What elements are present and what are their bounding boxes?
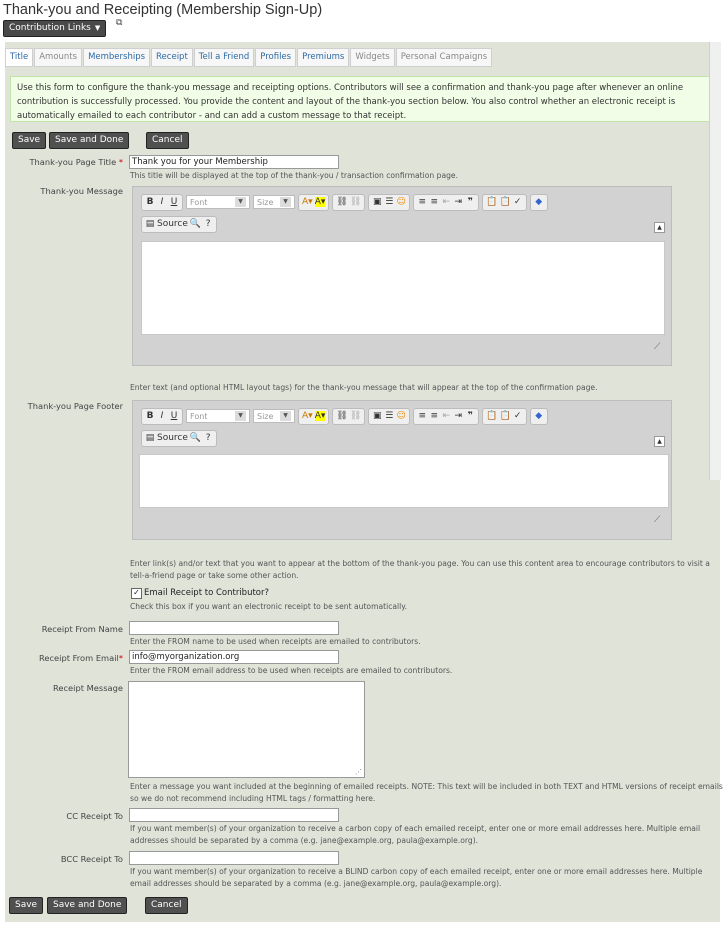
chevron-down-icon: ▼ bbox=[94, 24, 101, 32]
bold-icon[interactable]: B bbox=[146, 197, 154, 207]
blockquote-icon[interactable]: ❞ bbox=[467, 197, 473, 207]
smiley-icon[interactable]: ☺ bbox=[396, 197, 406, 207]
paste-word-icon[interactable]: 📋 bbox=[499, 411, 511, 421]
toolbar-list-group bbox=[413, 194, 479, 211]
email-receipt-checkbox[interactable]: ✓ bbox=[131, 588, 142, 599]
thankyou-message-textarea[interactable] bbox=[141, 241, 665, 335]
save-and-done-button[interactable]: Save and Done bbox=[49, 132, 129, 149]
size-select[interactable]: Size ▼ bbox=[253, 409, 295, 423]
receipt-message-desc: Enter a message you want included at the beginning of emailed receipts. NOTE: This text will be included in both TEXT and HTML versions of receipt emails so we do not recommend including HTML tags / formatting here. bbox=[130, 782, 723, 803]
source-icon: ▤ bbox=[145, 433, 155, 443]
bcc-input[interactable] bbox=[129, 851, 339, 865]
cancel-button[interactable]: Cancel bbox=[146, 132, 189, 149]
paste-word-icon[interactable]: 📋 bbox=[499, 197, 511, 207]
chevron-down-icon: ▼ bbox=[280, 411, 291, 421]
source-button[interactable]: Source bbox=[157, 433, 188, 443]
help-icon[interactable]: ? bbox=[205, 433, 211, 443]
image-icon[interactable]: ▣ bbox=[372, 411, 382, 421]
help-icon[interactable]: ? bbox=[205, 219, 211, 229]
text-color-icon[interactable]: A▾ bbox=[302, 197, 313, 207]
footer-textarea[interactable] bbox=[139, 454, 669, 508]
thankyou-message-desc: Enter text (and optional HTML layout tags) for the thank-you message that will appear at the top of the confirmation page. bbox=[130, 383, 598, 392]
font-select[interactable]: Font ▼ bbox=[186, 409, 250, 423]
paste-text-icon[interactable]: 📋 bbox=[486, 411, 498, 421]
bcc-desc: If you want member(s) of your organization to receive a BLIND carbon copy of each emailed receipt, enter one or more email addresses here. Multiple email addresses should be separated by a comma (e.g. jane@example.org, paula@example.org). bbox=[130, 867, 703, 888]
email-receipt-desc: Check this box if you want an electronic receipt to be sent automatically. bbox=[130, 602, 408, 611]
background-color-icon[interactable]: A▾ bbox=[314, 197, 326, 207]
indent-icon[interactable]: ⇥ bbox=[454, 411, 463, 421]
bcc-label: BCC Receipt To bbox=[60, 854, 123, 864]
outdent-icon[interactable]: ⇤ bbox=[442, 411, 451, 421]
preview-icon[interactable]: 🔍 bbox=[189, 433, 202, 443]
numbered-list-icon[interactable]: ≡ bbox=[418, 197, 427, 207]
smiley-icon[interactable]: ☺ bbox=[396, 411, 406, 421]
underline-icon[interactable]: U bbox=[170, 197, 178, 207]
tab-amounts[interactable]: Amounts bbox=[34, 48, 82, 67]
tab-tell-a-friend[interactable]: Tell a Friend bbox=[194, 48, 254, 67]
cc-input[interactable] bbox=[129, 808, 339, 822]
eraser-icon[interactable]: ◆ bbox=[535, 197, 543, 207]
scrollbar[interactable] bbox=[709, 42, 721, 480]
tab-personal-campaigns[interactable]: Personal Campaigns bbox=[396, 48, 492, 67]
bold-icon[interactable]: B bbox=[146, 411, 154, 421]
receipt-from-email-label: Receipt From Email* bbox=[39, 653, 123, 663]
editor-toolbar-row2 bbox=[141, 430, 217, 446]
cancel-button-bottom[interactable]: Cancel bbox=[145, 897, 188, 914]
unlink-icon[interactable]: ⛓ bbox=[349, 197, 362, 207]
outdent-icon[interactable]: ⇤ bbox=[442, 197, 451, 207]
horizontal-rule-icon[interactable]: ☰ bbox=[385, 411, 394, 421]
tab-memberships[interactable]: Memberships bbox=[83, 48, 150, 67]
collapse-toolbar-icon[interactable]: ▲ bbox=[654, 436, 665, 447]
cc-label: CC Receipt To bbox=[66, 811, 123, 821]
toolbar-insert-group bbox=[368, 194, 410, 211]
page-title: Thank-you and Receipting (Membership Sign-Up) bbox=[3, 2, 323, 18]
required-marker: * bbox=[118, 157, 123, 167]
page-icon[interactable]: ⧉ bbox=[116, 18, 123, 28]
editor-toolbar-row2 bbox=[141, 216, 217, 232]
collapse-toolbar-icon[interactable]: ▲ bbox=[654, 222, 665, 233]
tab-receipt[interactable]: Receipt bbox=[151, 48, 193, 67]
toolbar-format-group bbox=[141, 194, 183, 211]
numbered-list-icon[interactable]: ≡ bbox=[418, 411, 427, 421]
thankyou-title-input[interactable]: Thank you for your Membership bbox=[129, 155, 339, 169]
image-icon[interactable]: ▣ bbox=[372, 197, 382, 207]
link-icon[interactable]: ⛓ bbox=[336, 197, 348, 207]
required-marker: * bbox=[118, 653, 123, 663]
paste-text-icon[interactable]: 📋 bbox=[486, 197, 498, 207]
toolbar-link-group bbox=[332, 408, 365, 425]
link-icon[interactable]: ⛓ bbox=[336, 411, 348, 421]
tab-profiles[interactable]: Profiles bbox=[255, 48, 296, 67]
toolbar-paste-group bbox=[482, 408, 526, 425]
indent-icon[interactable]: ⇥ bbox=[454, 197, 463, 207]
contribution-links-button[interactable] bbox=[3, 20, 106, 37]
toolbar-color-group bbox=[298, 194, 329, 211]
save-button[interactable]: Save bbox=[12, 132, 46, 149]
toolbar-format-group bbox=[141, 408, 183, 425]
receipt-from-name-desc: Enter the FROM name to be used when receipts are emailed to contributors. bbox=[130, 637, 421, 646]
chevron-down-icon: ▼ bbox=[280, 197, 291, 207]
thankyou-title-desc: This title will be displayed at the top of the thank-you / transaction confirmation page. bbox=[130, 171, 459, 180]
spellcheck-icon[interactable]: ✓ bbox=[513, 197, 522, 207]
receipt-from-name-label: Receipt From Name bbox=[41, 624, 123, 634]
source-icon: ▤ bbox=[145, 219, 155, 229]
text-color-icon[interactable]: A▾ bbox=[302, 411, 313, 421]
preview-icon[interactable]: 🔍 bbox=[189, 219, 202, 229]
toolbar-insert-group bbox=[368, 408, 410, 425]
cc-desc: If you want member(s) of your organization to receive a carbon copy of each emailed receipt, enter one or more email addresses here. Multiple email addresses should be separated by a comma (e.g. jane@example.org, paula@example.org). bbox=[130, 824, 701, 845]
toolbar-color-group bbox=[298, 408, 329, 425]
footer-desc: Enter link(s) and/or text that you want to appear at the bottom of the thank-you page. You can use this content area to encourage contributors to visit a tell-a-friend page or take some other action. bbox=[130, 559, 710, 580]
editor-toolbar-row1 bbox=[141, 194, 548, 210]
size-select[interactable]: Size ▼ bbox=[253, 195, 295, 209]
footer-label: Thank-you Page Footer bbox=[27, 401, 123, 411]
underline-icon[interactable]: U bbox=[170, 411, 178, 421]
toolbar-paste-group bbox=[482, 194, 526, 211]
receipt-message-textarea[interactable] bbox=[128, 681, 365, 778]
font-select[interactable]: Font ▼ bbox=[186, 195, 250, 209]
toolbar-clear-group bbox=[530, 194, 548, 211]
toolbar-link-group bbox=[332, 194, 365, 211]
bulleted-list-icon[interactable]: ≡ bbox=[430, 197, 439, 207]
chevron-down-icon: ▼ bbox=[235, 411, 246, 421]
help-message: Use this form to configure the thank-you message and receipting options. Contributors will see a confirmation and thank-you page after whenever an online contribution is successfully processed. You provide the content and layout of the thank-you section below. You also control whether an electronic receipt is automatically emailed to each contributor - and can add a custom message to that receipt. bbox=[10, 76, 710, 122]
resize-handle-icon[interactable]: ⟋ bbox=[654, 515, 661, 525]
receipt-from-email-desc: Enter the FROM email address to be used when receipts are emailed to contributors. bbox=[130, 666, 453, 675]
toolbar-list-group bbox=[413, 408, 479, 425]
thankyou-message-label: Thank-you Message bbox=[40, 186, 123, 196]
editor-toolbar-row1 bbox=[141, 408, 548, 424]
source-button[interactable]: Source bbox=[157, 219, 188, 229]
eraser-icon[interactable]: ◆ bbox=[535, 411, 543, 421]
blockquote-icon[interactable]: ❞ bbox=[467, 411, 473, 421]
receipt-from-email-input[interactable]: info@myorganization.org bbox=[129, 650, 339, 664]
receipt-message-label: Receipt Message bbox=[53, 683, 123, 693]
receipt-from-name-input[interactable] bbox=[129, 621, 339, 635]
italic-icon[interactable]: I bbox=[160, 197, 164, 207]
tab-premiums[interactable]: Premiums bbox=[297, 48, 349, 67]
toolbar-source-group bbox=[141, 216, 217, 233]
toolbar-clear-group bbox=[530, 408, 548, 425]
bulleted-list-icon[interactable]: ≡ bbox=[430, 411, 439, 421]
tab-widgets[interactable]: Widgets bbox=[350, 48, 394, 67]
italic-icon[interactable]: I bbox=[160, 411, 164, 421]
chevron-down-icon: ▼ bbox=[235, 197, 246, 207]
save-button-bottom[interactable]: Save bbox=[9, 897, 43, 914]
toolbar-source-group bbox=[141, 430, 217, 447]
resize-handle-icon[interactable]: ⟋ bbox=[654, 342, 661, 352]
footer-editor bbox=[132, 400, 672, 540]
unlink-icon[interactable]: ⛓ bbox=[349, 411, 362, 421]
contribution-links-label: Contribution Links bbox=[9, 23, 91, 33]
tab-title[interactable]: Title bbox=[5, 48, 33, 67]
tab-bar bbox=[5, 48, 493, 66]
email-receipt-label: Email Receipt to Contributor? bbox=[144, 588, 270, 598]
resize-handle-icon[interactable]: ⋰ bbox=[355, 768, 362, 776]
background-color-icon[interactable]: A▾ bbox=[314, 411, 326, 421]
horizontal-rule-icon[interactable]: ☰ bbox=[385, 197, 394, 207]
thankyou-message-editor bbox=[132, 186, 672, 366]
spellcheck-icon[interactable]: ✓ bbox=[513, 411, 522, 421]
save-and-done-button-bottom[interactable]: Save and Done bbox=[47, 897, 127, 914]
thankyou-title-label: Thank-you Page Title * bbox=[29, 157, 123, 167]
